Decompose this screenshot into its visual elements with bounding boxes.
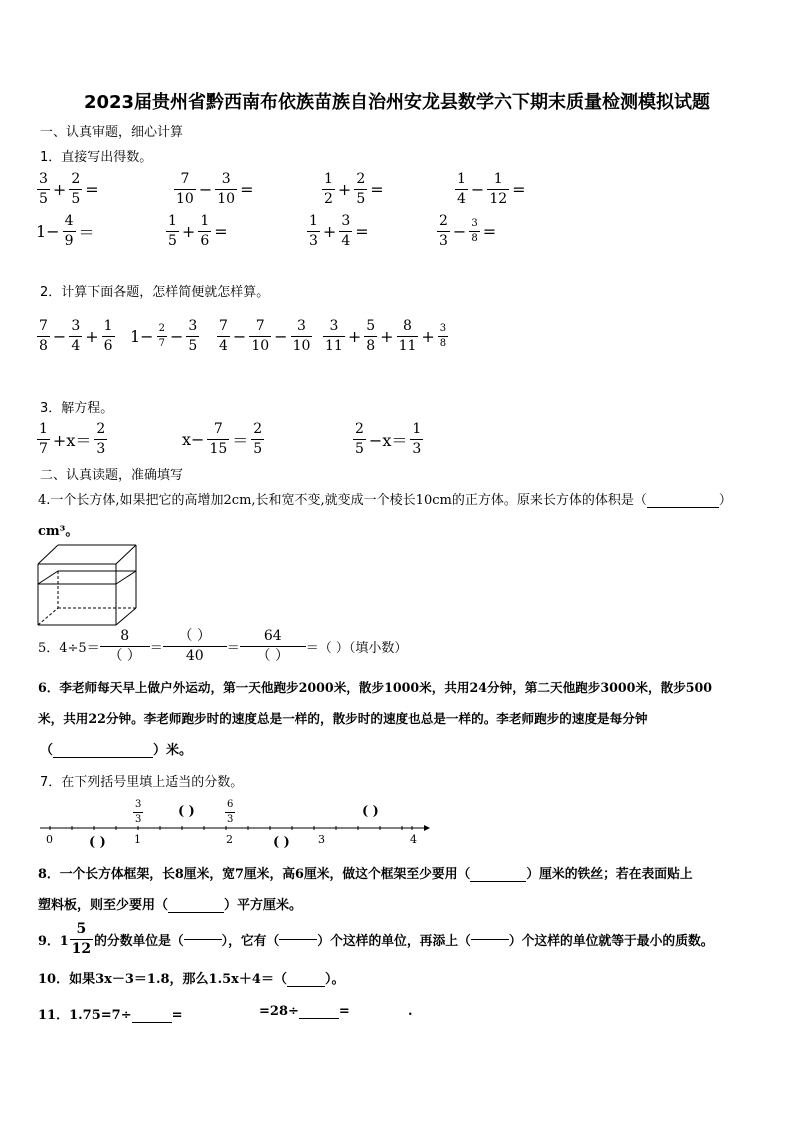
section-1-heading: 一、认真审题，细心计算 — [40, 125, 184, 140]
q4-close: ） — [718, 493, 732, 508]
q5-blank-3[interactable]: （ ） — [240, 646, 306, 665]
q6-answer-blank[interactable] — [53, 757, 153, 758]
q1-expr-2: $\frac{7}{10}$ − $\frac{3}{10}$ = — [176, 171, 254, 207]
question-5: 5．4÷5＝ $\frac{8}{( )}$ ＝ $\frac{( )}{40}$ ＝ $\frac{64}{( )}$ ＝ （ ）（填小数） — [38, 628, 408, 664]
q3-equation-3: $\frac{2}{5}$ −x＝ $\frac{1}{3}$ — [355, 421, 422, 457]
q2-expr-1: $\frac{7}{8}$ − $\frac{3}{4}$ + $\frac{1}{6}$ — [39, 318, 113, 354]
q11-blank-2[interactable] — [299, 1018, 339, 1019]
question-9: 9．1 $\frac{5}{12}$ 的分数单位是（ ），它有（ ）个这样的单位，再添上（ ）个这样的单位就等于最小的质数。 — [38, 921, 714, 957]
question-10: 10．如果3x－3＝1.8，那么1.5x＋4＝（ ）。 — [38, 972, 345, 987]
question-11: 11．1.75=7÷ = — [38, 1008, 183, 1023]
tick-3: 3 — [318, 833, 325, 846]
q3-equation-2: x− $\frac{7}{15}$ ＝ $\frac{2}{5}$ — [182, 421, 263, 457]
question-2-label: 2．计算下面各题，怎样简便就怎样算。 — [40, 285, 270, 300]
q4-text: 4.一个长方体,如果把它的高增加2cm,长和宽不变,就变成一个棱长10cm的正方体。原来长方体的体积是（ — [38, 493, 647, 508]
section-2-heading: 二、认真读题，准确填写 — [40, 468, 184, 483]
question-6-line-2: 米，共用22分钟。李老师跑步时的速度总是一样的，散步时的速度也总是一样的。李老师跑步的速度是每分钟 — [38, 711, 648, 726]
q3-equation-1: $\frac{1}{7}$ +x＝ $\frac{2}{3}$ — [39, 421, 106, 457]
question-1-label: 1．直接写出得数。 — [40, 150, 153, 165]
label-3-over-3: $\frac{3}{3}$ — [135, 799, 142, 825]
blank-4[interactable]: ( ) — [273, 835, 290, 850]
question-7-label: 7．在下列括号里填上适当的分数。 — [40, 775, 244, 790]
q1-expr-5: 1− $\frac{4}{9}$ ＝ — [36, 213, 95, 249]
question-6-line-1: 6．李老师每天早上做户外运动，第一天他跑步2000米，散步1000米，共用24分钟，第二天他跑步3000米，散步500 — [38, 680, 713, 695]
blank-2[interactable]: ( ) — [362, 804, 379, 819]
q1-expr-3: $\frac{1}{2}$ + $\frac{2}{5}$ = — [324, 171, 384, 207]
tick-4: 4 — [410, 833, 417, 846]
question-8-line-1: 8．一个长方体框架，长8厘米，宽7厘米，高6厘米，做这个框架至少要用（ ）厘米的铁丝；若在表面贴上 — [38, 867, 693, 882]
q9-blank-3[interactable] — [471, 939, 509, 940]
question-8-line-2: 塑料板，则至少要用（ ）平方厘米。 — [38, 898, 303, 913]
q5-blank-2[interactable]: （ ） — [178, 628, 211, 644]
q2-expr-3: $\frac{7}{4}$ − $\frac{7}{10}$ − $\frac{3}{10}$ — [219, 318, 311, 354]
q8-blank-2[interactable] — [168, 912, 224, 913]
q10-blank[interactable] — [287, 986, 325, 987]
q4-answer-blank[interactable] — [647, 507, 719, 508]
tick-1: 1 — [134, 833, 141, 846]
q9-blank-2[interactable] — [279, 939, 317, 940]
q5-prefix: 5．4÷5＝ — [38, 641, 100, 656]
blank-1[interactable]: ( ) — [178, 804, 195, 819]
tick-2: 2 — [226, 833, 233, 846]
page-title: 2023届贵州省黔西南布依族苗族自治州安龙县数学六下期末质量检测模拟试题 — [83, 92, 711, 113]
q1-expr-8: $\frac{2}{3}$ − $\frac{3}{8}$ = — [439, 213, 497, 249]
tick-0: 0 — [46, 833, 53, 846]
question-4 — [38, 489, 732, 508]
q5-decimal-blank[interactable]: （ ）（填小数） — [318, 641, 408, 656]
q1-expr-6: $\frac{1}{5}$ + $\frac{1}{6}$ = — [168, 213, 228, 249]
question-11-end: . — [408, 1004, 413, 1019]
q4-unit: cm³。 — [38, 524, 79, 539]
question-11-part-2: =28÷ = — [259, 1004, 350, 1019]
cube-figure — [36, 542, 140, 628]
q11-blank-1[interactable] — [132, 1022, 172, 1023]
q1-expr-4: $\frac{1}{4}$ − $\frac{1}{12}$ = — [457, 171, 526, 207]
q1-expr-7: $\frac{1}{3}$ + $\frac{3}{4}$ = — [309, 213, 369, 249]
blank-3[interactable]: ( ) — [89, 835, 106, 850]
question-3-label: 3．解方程。 — [40, 401, 114, 416]
q8-blank-1[interactable] — [470, 881, 526, 882]
q5-blank-1[interactable]: （ ） — [100, 646, 150, 665]
q9-blank-1[interactable] — [184, 939, 222, 940]
question-6-line-3: （ ）米。 — [40, 743, 193, 758]
q1-expr-1: $\frac{3}{5}$ + $\frac{2}{5}$ = — [39, 171, 99, 207]
label-6-over-3: $\frac{6}{3}$ — [227, 799, 234, 825]
q2-expr-2: 1− $\frac{2}{7}$ − $\frac{3}{5}$ — [130, 318, 198, 354]
q2-expr-4: $\frac{3}{11}$ + $\frac{5}{8}$ + $\frac{8}{11}$ + $\frac{3}{8}$ — [325, 318, 447, 354]
